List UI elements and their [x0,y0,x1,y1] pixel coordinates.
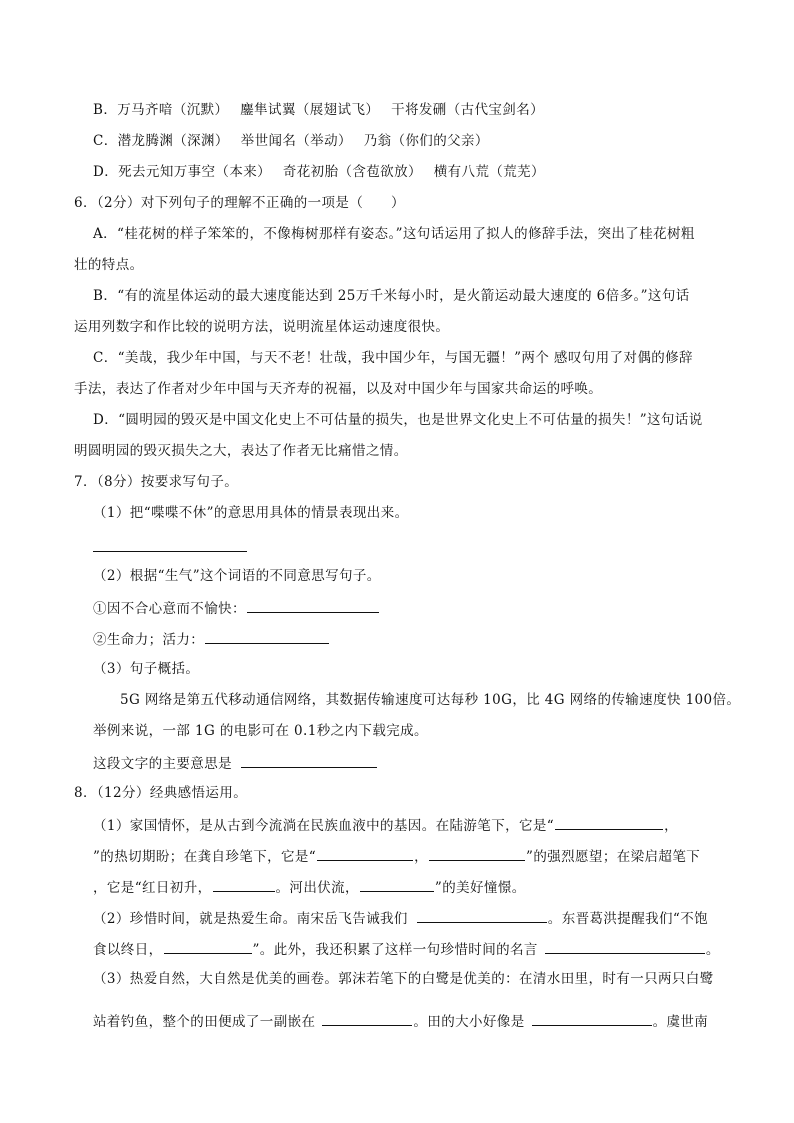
q7-part3-passage-line1: 5G 网络是第五代移动通信网络，其数据传输速度可达每秒 10G，比 4G 网络的传输速度快 100倍。 [120,692,741,708]
q8-part2-line1-start: （2）珍惜时间，就是热爱生命。南宋岳飞告诫我们 [93,911,408,927]
q6-option-d-line1: D．“圆明园的毁灭是中国文化史上不可估量的损失，也是世界文化史上不可估量的损失！”这句话说 [93,412,703,428]
question-6-stem: 6．（2分）对下列句子的理解不正确的一项是（ ） [74,195,405,211]
q7-part3-blank [241,753,377,768]
q6-option-c-line1: C．“美哉，我少年中国，与天不老！壮哉，我中国少年，与国无疆！”两个 感叹句用了对偶的修辞 [93,350,693,366]
option-b-line: B．万马齐喑（沉默） 鏖隼试翼（展翅试飞） 干将发硎（古代宝剑名） [93,102,545,118]
q7-part2-b [93,629,330,649]
q8-part1-blank-5 [360,877,434,892]
option-c-line: C．潜龙腾渊（深渊） 举世闻名（举动） 乃翁（你们的父亲） [93,133,489,149]
q8-part1-line2-start: ”的热切期盼；在龚自珍笔下，它是“ [93,849,317,865]
q8-part1-line1-text: （1）家国情怀，是从古到今流淌在民族血液中的基因。在陆游笔下，它是“ [93,818,555,834]
q6-option-a-line1: A．“桂花树的样子笨笨的，不像梅树那样有姿态。”这句话运用了拟人的修辞手法，突出了桂花树粗 [93,226,695,242]
q8-part1-line2 [93,846,700,866]
q7-part1: （1）把“喋喋不休”的意思用具体的情景表现出来。 [93,505,409,521]
q6-option-b-line1: B．“有的流星体运动的最大速度能达到 25万千米每小时，是火箭运动最大速度的 6倍多。”这句话 [93,288,690,304]
q8-part3-line2-end: 。虞世南 [652,1014,709,1030]
q8-part2-line2-end: 。 [705,942,720,958]
q8-part2-blank-3 [545,939,705,954]
q8-part1-line2-end: ”的强烈愿望；在梁启超笔下 [526,849,701,865]
q7-part3-question-label: 这段文字的主要意思是 [93,756,232,772]
q7-part2: （2）根据“生气”这个词语的不同意思写句子。 [93,568,381,584]
q6-option-d-line2: 明圆明园的毁灭损失之大，表达了作者无比痛惜之情。 [74,443,408,459]
q6-option-b-line2: 运用列数字和作比较的说明方法，说明流星体运动速度很快。 [74,319,450,335]
q8-part1-line1 [93,815,678,835]
q8-part3-blank-1 [322,1011,412,1026]
q7-part1-answer-blank [93,551,247,552]
q8-part1-blank-4 [213,877,275,892]
q6-option-a-line2: 壮的特点。 [74,257,144,273]
option-d-line: D．死去元知万事空（本来） 奇花初胎（含苞欲放） 横有八荒（荒芜） [93,164,545,180]
q8-part1-line3-end: ”的美好憧憬。 [434,880,526,896]
q8-part1-blank-3 [429,846,525,861]
q7-part2-b-label: ②生命力；活力： [93,632,205,648]
q8-part1-blank-2 [317,846,413,861]
q8-part1-line3 [93,877,526,897]
q8-part1-line3-mid: 。河出伏流， [275,880,359,896]
question-7-stem: 7．（8分）按要求写句子。 [74,474,239,490]
question-8-stem: 8．（12分）经典感悟运用。 [74,785,248,801]
q8-part2-line2-mid: ”。此外，我还积累了这样一句珍惜时间的名言 [252,942,538,958]
q7-part3-question [93,753,378,773]
q8-part1-line2-mid: ， [414,849,429,865]
q7-part2-b-blank [205,629,329,644]
q6-option-c-line2: 手法，表达了作者对少年中国与天齐寿的祝福，以及对中国少年与国家共命运的呼唤。 [74,381,603,397]
q7-part2-a [93,598,380,618]
q7-part2-a-label: ①因不合心意而不愉快： [93,601,246,617]
q8-part2-line2 [93,939,720,959]
q8-part3-line2-start: 站着钓鱼，整个的田便成了一副嵌在 [93,1014,316,1030]
q8-part2-blank-1 [417,908,547,923]
q7-part3-passage-line2: 举例来说，一部 1G 的电影可在 0.1秒之内下载完成。 [93,723,428,739]
q8-part2-blank-2 [164,939,252,954]
q8-part2-line2-start: 食以终日， [93,942,163,958]
q8-part3-line2 [93,1011,708,1031]
q8-part3-blank-2 [532,1011,652,1026]
q8-part3-line1: （3）热爱自然，大自然是优美的画卷。郭沫若笔下的白鹭是优美的：在清水田里，时有一只两只白鹭 [93,971,714,987]
q8-part3-line2-mid: 。田的大小好像是 [413,1014,525,1030]
q7-part2-a-blank [247,598,379,613]
q8-part1-line3-start: ，它是“红日初升， [93,880,212,896]
q8-part2-line1-end: 。东晋葛洪提醒我们“不饱 [547,911,708,927]
q8-part2-line1 [93,908,708,928]
q8-part1-line1-end: ， [664,818,678,834]
q8-part1-blank-1 [555,815,663,830]
q7-part3: （3）句子概括。 [93,661,200,677]
